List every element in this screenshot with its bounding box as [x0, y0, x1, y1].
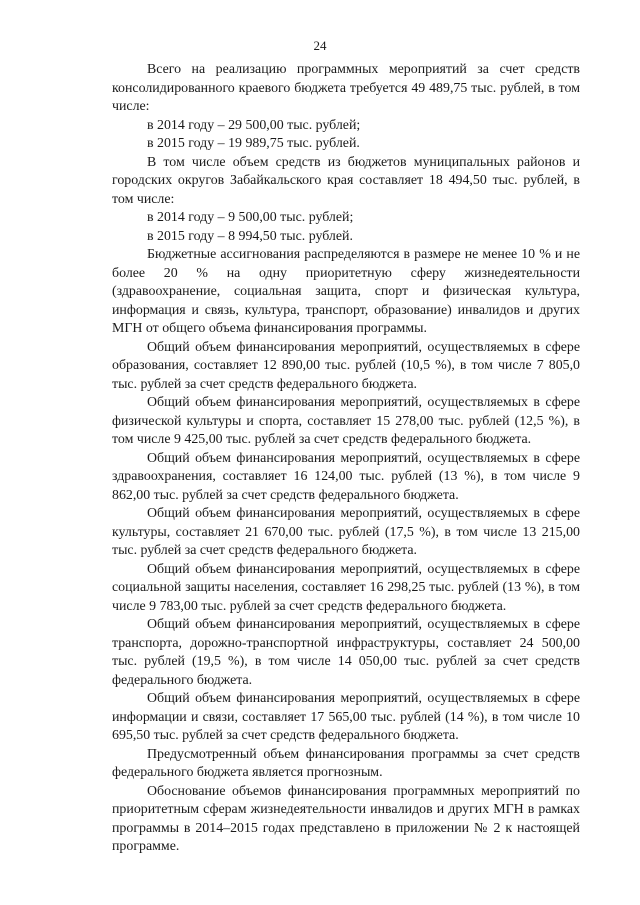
paragraph-education: Общий объем финансирования мероприятий, осуществляемых в сфере образования, составляет 12 890,00 тыс. рублей (10,5 %), в том числе 7 805,0 тыс. рублей за счет средств федерального бюджета.	[112, 339, 580, 392]
paragraph-healthcare: Общий объем финансирования мероприятий, осуществляемых в сфере здравоохранения, составляет 16 124,00 тыс. рублей (13 %), в том числе 9 862,00 тыс. рублей за счет средств федерального бюджета.	[112, 450, 580, 503]
paragraph-2015-total: в 2015 году – 19 989,75 тыс. рублей.	[147, 136, 360, 151]
paragraph-2015-municipal: в 2015 году – 8 994,50 тыс. рублей.	[147, 228, 353, 244]
paragraph-culture: Общий объем финансирования мероприятий, осуществляемых в сфере культуры, составляет 21 670,00 тыс. рублей (17,5 %), в том числе 13 215,00 тыс. рублей за счет средств федерального бюджета.	[112, 506, 580, 558]
paragraph-transport: Общий объем финансирования мероприятий, осуществляемых в сфере транспорта, дорожно-транспортной инфраструктуры, составляет 24 500,00 тыс. рублей (19,5 %), в том числе 14 050,00 тыс. рублей за счет средств федерального бюджета.	[112, 617, 580, 688]
paragraph-2014-municipal: в 2014 году – 9 500,00 тыс. рублей;	[147, 210, 354, 225]
paragraph-information: Общий объем финансирования мероприятий, осуществляемых в сфере информации и связи, составляет 17 565,00 тыс. рублей (14 %), в том числе 10 695,50 тыс. рублей за счет средств федерального бюджета.	[112, 691, 580, 743]
paragraph-sports: Общий объем финансирования мероприятий, осуществляемых в сфере физической культуры и спорта, составляет 15 278,00 тыс. рублей (12,5 %), в том числе 9 425,00 тыс. рублей за счет средств федерального бюджета.	[112, 395, 580, 447]
paragraph-municipal-funding: В том числе объем средств из бюджетов муниципальных районов и городских округов Забайкальского края составляет 18 494,50 тыс. рублей, в том числе:	[112, 154, 580, 207]
document-body	[112, 61, 580, 857]
paragraph-2014-total: в 2014 году – 29 500,00 тыс. рублей;	[147, 117, 361, 133]
paragraph-forecast: Предусмотренный объем финансирования программы за счет средств федерального бюджета является прогнозным.	[112, 746, 580, 780]
paragraph-allocation-rule: Бюджетные ассигнования распределяются в размере не менее 10 % и не более 20 % на одну приоритетную сферу жизнедеятельности (здравоохранение, социальная защита, спорт и физическая культура, информация и связь, культура, транспорт, образование) инвалидов и других МГН от общего объема финансирования программы.	[112, 247, 580, 336]
paragraph-justification: Обоснование объемов финансирования программных мероприятий по приоритетным сферам жизнедеятельности инвалидов и других МГН в рамках программы в 2014–2015 годах представлено в приложении № 2 к настоящей программе.	[112, 783, 580, 854]
paragraph-social-protection: Общий объем финансирования мероприятий, осуществляемых в сфере социальной защиты населения, составляет 16 298,25 тыс. рублей (13 %), в том числе 9 783,00 тыс. рублей за счет средств федерального бюджета.	[112, 561, 580, 614]
paragraph-total-funding: Всего на реализацию программных мероприятий за счет средств консолидированного краевого бюджета требуется 49 489,75 тыс. рублей, в том числе:	[112, 62, 580, 114]
page-number: 24	[313, 38, 327, 53]
